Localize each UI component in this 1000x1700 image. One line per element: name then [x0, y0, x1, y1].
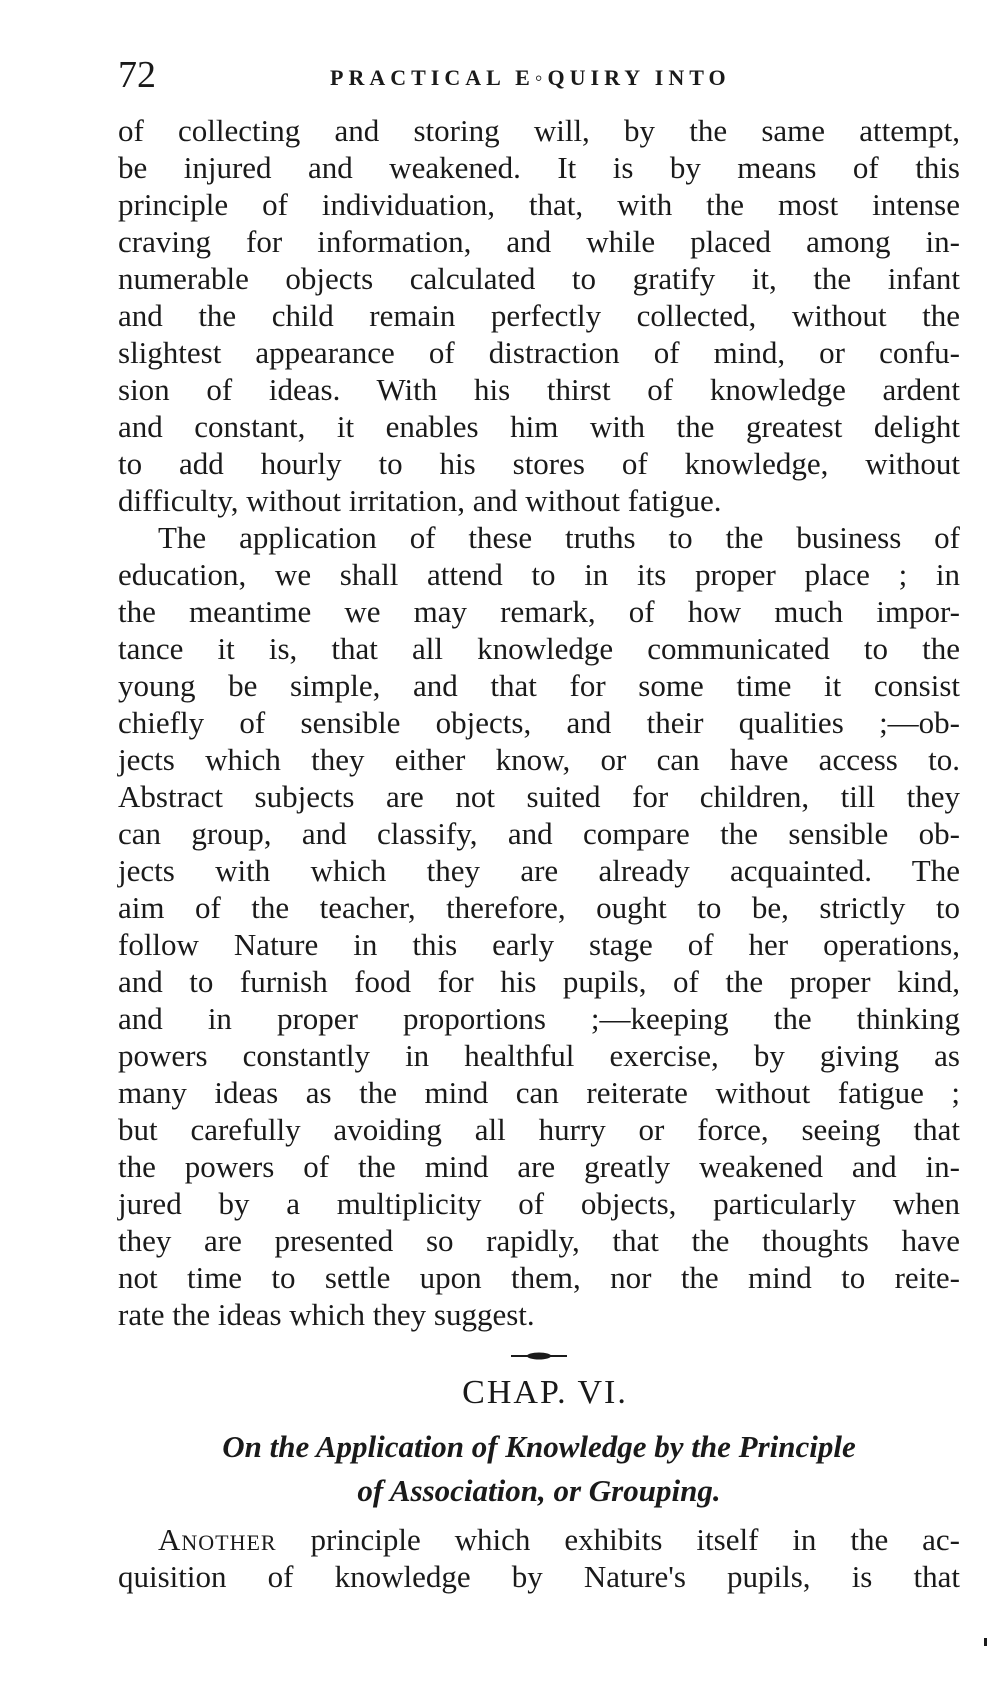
- lead-word: Another: [158, 1522, 277, 1557]
- paragraph-2: [118, 519, 960, 1333]
- text-line: many ideas as the mind can reiterate without fatigue ;: [118, 1075, 960, 1110]
- text-line: difficulty, without irritation, and without fatigue.: [118, 483, 722, 518]
- text-line: they are presented so rapidly, that the thoughts have: [118, 1223, 960, 1258]
- text-line: Abstract subjects are not suited for children, till they: [118, 779, 960, 814]
- chapter-heading: CHAP. VI.: [462, 1374, 628, 1411]
- chapter-subtitle-line: of Association, or Grouping.: [357, 1473, 721, 1508]
- text-line: to add hourly to his stores of knowledge, without: [118, 446, 960, 481]
- book-page: [118, 52, 960, 1595]
- text-line: not time to settle upon them, nor the mind to reite-: [118, 1260, 960, 1295]
- text-line: follow Nature in this early stage of her operations,: [118, 927, 960, 962]
- text-line: slightest appearance of distraction of mind, or confu-: [118, 335, 960, 370]
- text-line: and in proper proportions ;—keeping the thinking: [118, 1001, 960, 1036]
- text-line: sion of ideas. With his thirst of knowledge ardent: [118, 372, 960, 407]
- text-line: [118, 1521, 960, 1558]
- text-line: the powers of the mind are greatly weakened and in-: [118, 1149, 960, 1184]
- text-line: but carefully avoiding all hurry or force, seeing that: [118, 1112, 960, 1147]
- text-line: young be simple, and that for some time it consist: [118, 668, 960, 703]
- text-line: the meantime we may remark, of how much impor-: [118, 594, 960, 629]
- page-number: 72: [118, 54, 156, 96]
- text-line: rate the ideas which they suggest.: [118, 1297, 535, 1332]
- text-line: numerable objects calculated to gratify it, the infant: [118, 261, 960, 296]
- text-line: aim of the teacher, therefore, ought to be, strictly to: [118, 890, 960, 925]
- text-line: principle of individuation, that, with the most intense: [118, 187, 960, 222]
- chapter-subtitle: [118, 1425, 960, 1513]
- section-ornament: [509, 1349, 569, 1363]
- paragraph-1: [118, 112, 960, 519]
- text-line: chiefly of sensible objects, and their qualities ;—ob-: [118, 705, 960, 740]
- text-line: quisition of knowledge by Nature's pupils, is that: [118, 1559, 960, 1594]
- text-line: jects which they either know, or can have access to.: [118, 742, 960, 777]
- text-line: tance it is, that all knowledge communicated to the: [118, 631, 960, 666]
- running-title: PRACTICAL E◦QUIRY INTO: [330, 65, 731, 90]
- text-line: education, we shall attend to in its proper place ; in: [118, 557, 960, 592]
- text-line: and the child remain perfectly collected, without the: [118, 298, 960, 333]
- chapter-subtitle-line: On the Application of Knowledge by the Principle: [222, 1429, 856, 1464]
- paragraph-3: [118, 1521, 960, 1595]
- text-line: jects with which they are already acquainted. The: [118, 853, 960, 888]
- text-fragment: principle which exhibits itself in the ac-: [276, 1522, 960, 1557]
- running-head: [118, 52, 960, 98]
- text-line: can group, and classify, and compare the sensible ob-: [118, 816, 960, 851]
- text-line: jured by a multiplicity of objects, particularly when: [118, 1186, 960, 1221]
- text-line: be injured and weakened. It is by means of this: [118, 150, 960, 185]
- margin-mark: [984, 1638, 987, 1646]
- text-line: and to furnish food for his pupils, of the proper kind,: [118, 964, 960, 999]
- text-line: of collecting and storing will, by the same attempt,: [118, 113, 960, 148]
- text-line: craving for information, and while placed among in-: [118, 224, 960, 259]
- text-line: The application of these truths to the business of: [158, 520, 960, 555]
- text-line: powers constantly in healthful exercise, by giving as: [118, 1038, 960, 1073]
- text-line: and constant, it enables him with the greatest delight: [118, 409, 960, 444]
